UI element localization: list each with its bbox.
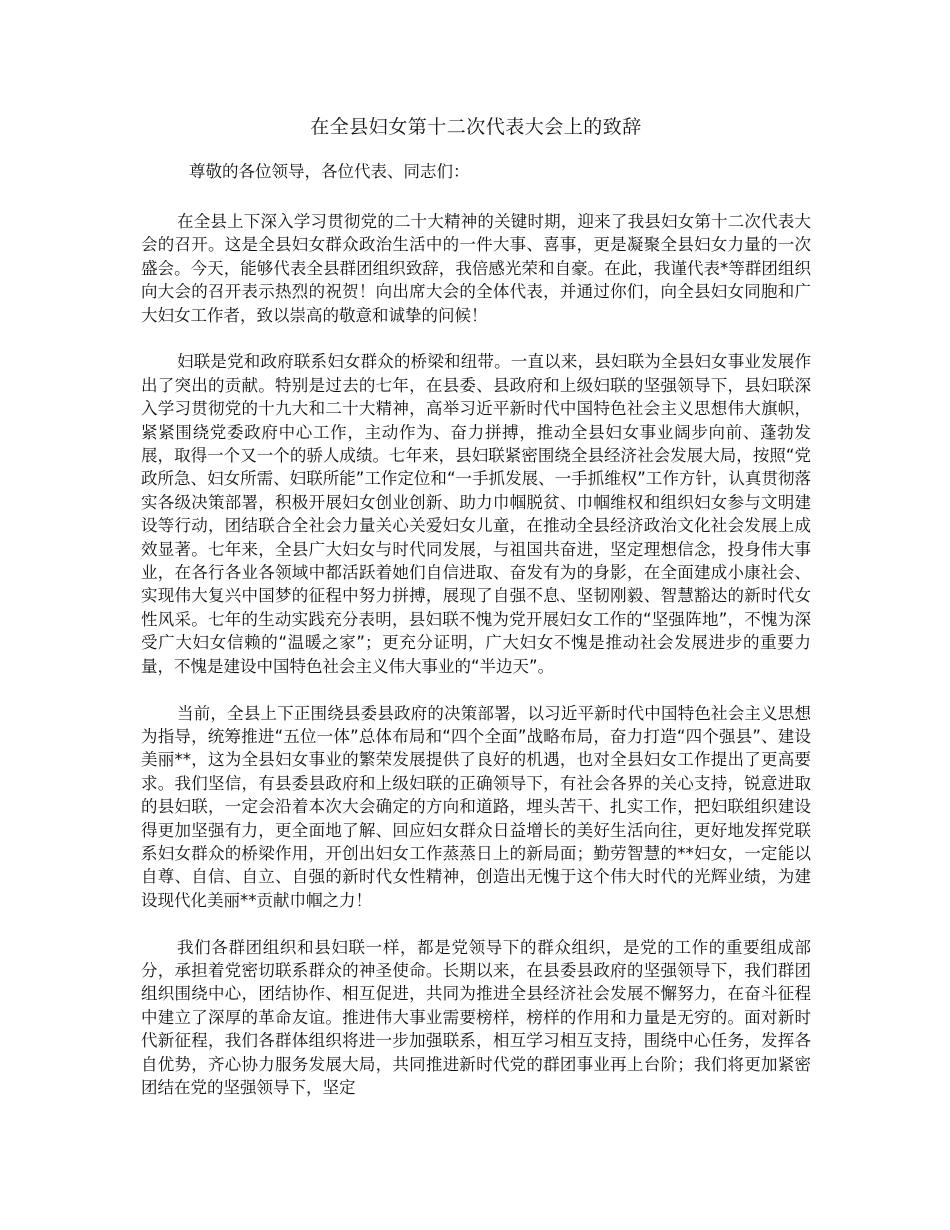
paragraph-4: 我们各群团组织和县妇联一样，都是党领导下的群众组织，是党的工作的重要组成部分，承担着党密切联系群众的神圣使命。长期以来，在县委县政府的坚强领导下，我们群团组织围绕中心，团结协作、相互促进，共同为推进全县经济社会发展不懈努力，在奋斗征程中建立了深厚的革命友谊。推进伟大事业需要榜样，榜样的作用和力量是无穷的。面对新时代新征程，我们各群体组织将进一步加强联系，相互学习相互支持，围绕中心任务，发挥各自优势，齐心协力服务发展大局，共同推进新时代党的群团事业再上台阶；我们将更加紧密团结在党的坚强领导下，坚定 xyxy=(141,937,811,1097)
document-body xyxy=(141,112,811,1123)
paragraph-1: 在全县上下深入学习贯彻党的二十大精神的关键时期，迎来了我县妇女第十二次代表大会的召开。这是全县妇女群众政治生活中的一件大事、喜事，更是凝聚全县妇女力量的一次盛会。今天，能够代表全县群团组织致辞，我倍感光荣和自豪。在此，我谨代表*等群团组织向大会的召开表示热烈的祝贺！向出席大会的全体代表，并通过你们，向全县妇女同胞和广大妇女工作者，致以崇高的敬意和诚挚的问候！ xyxy=(141,212,811,325)
salutation: 尊敬的各位领导，各位代表、同志们： xyxy=(189,162,470,181)
paragraph-3: 当前，全县上下正围绕县委县政府的决策部署，以习近平新时代中国特色社会主义思想为指导，统筹推进“五位一体”总体布局和“四个全面”战略布局，奋力打造“四个强县”、建设美丽**，这为全县妇女事业的繁荣发展提供了良好的机遇，也对全县妇女工作提出了更高要求。我们坚信，有县委县政府和上级妇联的正确领导下，有社会各界的关心支持，锐意进取的县妇联，一定会沿着本次大会确定的方向和道路，埋头苦干、扎实工作，把妇联组织建设得更加坚强有力，更全面地了解、回应妇女群众日益增长的美好生活向往，更好地发挥党联系妇女群众的桥梁作用，开创出妇女工作蒸蒸日上的新局面；勤劳智慧的**妇女，一定能以自尊、自信、自立、自强的新时代女性精神，创造出无愧于这个伟大时代的光辉业绩，为建设现代化美丽**贡献巾帼之力！ xyxy=(141,703,811,910)
paragraph-2: 妇联是党和政府联系妇女群众的桥梁和纽带。一直以来，县妇联为全县妇女事业发展作出了突出的贡献。特别是过去的七年，在县委、县政府和上级妇联的坚强领导下，县妇联深入学习贯彻党的十九大和二十大精神，高举习近平新时代中国特色社会主义思想伟大旗帜，紧紧围绕党委政府中心工作，主动作为、奋力拼搏，推动全县妇女事业阔步向前、蓬勃发展，取得一个又一个的骄人成绩。七年来，县妇联紧密围绕全县经济社会发展大局，按照“党政所急、妇女所需、妇联所能”工作定位和“一手抓发展、一手抓维权”工作方针，认真贯彻落实各级决策部署，积极开展妇女创业创新、助力巾帼脱贫、巾帼维权和组织妇女参与文明建设等行动，团结联合全社会力量关心关爱妇女儿童，在推动全县经济政治文化社会发展上成效显著。七年来，全县广大妇女与时代同发展，与祖国共奋进，坚定理想信念，投身伟大事业，在各行各业各领域中都活跃着她们自信进取、奋发有为的身影，在全面建成小康社会、实现伟大复兴中国梦的征程中努力拼搏，展现了自强不息、坚韧刚毅、智慧豁达的新时代女性风采。七年的生动实践充分表明，县妇联不愧为党开展妇女工作的“坚强阵地”，不愧为深受广大妇女信赖的“温暖之家”；更充分证明，广大妇女不愧是推动社会发展进步的重要力量，不愧是建设中国特色社会主义伟大事业的“半边天”。 xyxy=(141,352,811,676)
document-title: 在全县妇女第十二次代表大会上的致辞 xyxy=(310,116,642,138)
